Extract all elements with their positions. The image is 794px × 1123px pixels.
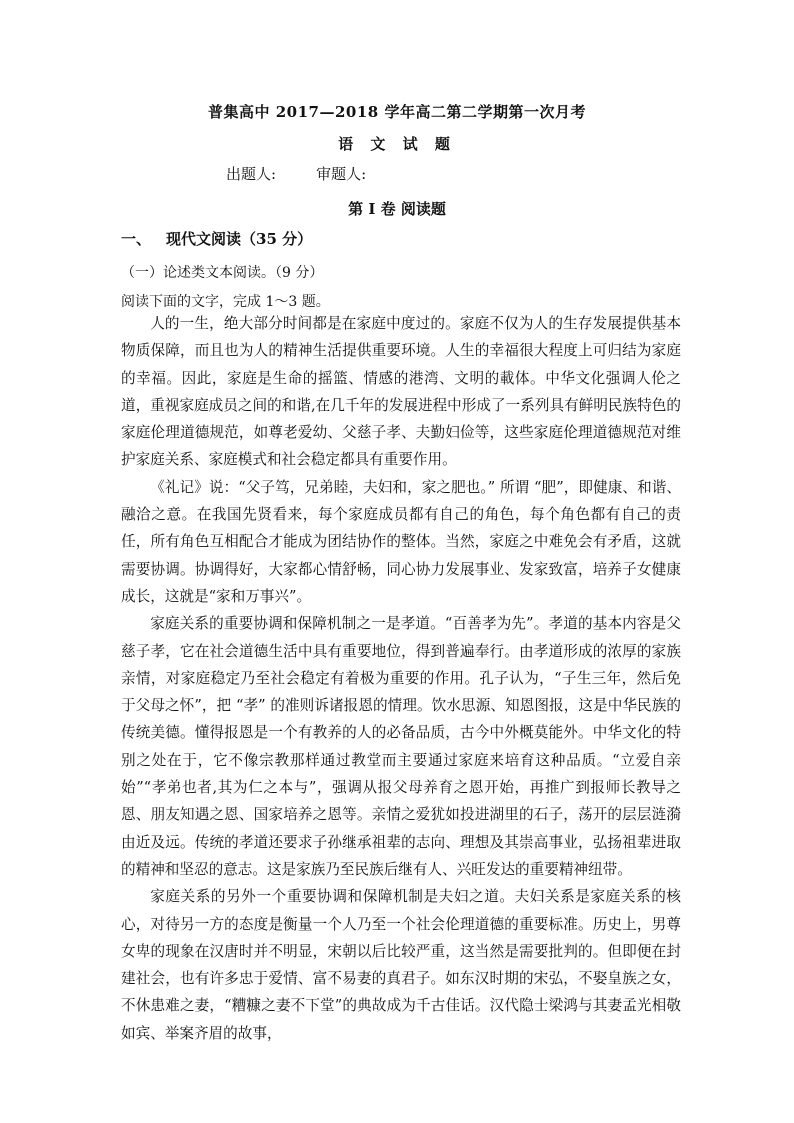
section-number: 一、 — [121, 230, 152, 248]
subsection-heading: （一）论述类文本阅读。（9 分） — [121, 265, 324, 281]
paragraph-3: 家庭关系的重要协调和保障机制之一是孝道。“百善孝为先”。孝道的基本内容是父慈子孝，它在社会道德生活中具有重要地位，得到普遍奉行。由孝道形成的浓厚的家族亲情，对家庭稳定乃至社会稳定有着极为重要的作用。孔子认为，“子生三年，然后免于父母之怀”，把 “孝” 的准则诉诸报恩的情理。饮水思源、知恩图报，这是中华民族的传统美德。懂得报恩是一个有教养的人的必备品质，古今中外概莫能外。中华文化的特别之处在于，它不像宗教那样通过教堂而主要通过家庭来培育这种品质。“立爱自亲始”“孝弟也者,其为仁之本与”，强调从报父母养育之恩开始，再推广到报师长教导之恩、朋友知遇之恩、国家培养之恩等。亲情之爱犹如投进湖里的石子，荡开的层层涟漪由近及远。传统的孝道还要求子孙继承祖辈的志向、理想及其崇高事业，弘扬祖辈进取的精神和坚忍的意志。这是家族乃至民族后继有人、兴旺发达的重要精神纽带。 — [121, 615, 681, 878]
reviewer-label: 审题人: — [316, 165, 367, 183]
paragraph-1: 人的一生，绝大部分时间都是在家庭中度过的。家庭不仅为人的生存发展提供基本物质保障，而且也为人的精神生活提供重要环境。人生的幸福很大程度上可归结为家庭的幸福。因此，家庭是生命的摇篮、情感的港湾、文明的載体。中华文化强调人伦之道，重视家庭成员之间的和谐,在几千年的发展进程中形成了一系列具有鲜明民族特色的家庭伦理道德规范，如尊老爱幼、父慈子孝、夫勤妇俭等，这些家庭伦理道德规范对维护家庭关系、家庭模式和社会稳定都具有重要作用。 — [121, 315, 681, 469]
paragraph-4: 家庭关系的另外一个重要协调和保障机制是夫妇之道。夫妇关系是家庭关系的核心，对待另一方的态度是衡量一个人乃至一个社会伦理道德的重要标准。历史上，男尊女卑的现象在汉唐时并不明显，宋朝以后比较严重，这当然是需要批判的。但即便在封建社会，也有许多忠于爱情、富不易妻的真君子。如东汉时期的宋弘，不娶皇族之女，不休患难之妻，“糟糠之妻不下堂”的典故成为千古佳话。汉代隐士梁鸿与其妻孟光相敬如宾、举案齐眉的故事， — [121, 888, 681, 1042]
section-title: 现代文阅读（35 分） — [166, 230, 313, 248]
reading-instruction: 阅读下面的文字，完成 1～3 题。 — [121, 294, 330, 310]
paragraph-2: 《礼记》说：“父子笃，兄弟睦，夫妇和，家之肥也。” 所谓 “肥”，即健康、和谐、融洽之意。在我国先贤看来，每个家庭成员都有自己的角色，每个角色都有自己的责任，所有角色互相配合才能成为团结协作的整体。当然，家庭之中难免会有矛盾，这就需要协调。协调得好，大家都心情舒畅，同心协力发展事业、发家致富，培养子女健康成长，这就是“家和万事兴”。 — [121, 478, 681, 605]
setter-label: 出题人: — [226, 165, 277, 183]
exam-title: 普集高中 2017—2018 学年高二第二学期第一次月考 — [208, 103, 586, 121]
passage-body — [121, 310, 681, 1047]
author-line — [226, 163, 406, 184]
part-title: 第 I 卷 阅读题 — [348, 200, 446, 218]
subject-title: 语 文 试 题 — [338, 135, 456, 153]
section-heading — [121, 228, 312, 249]
